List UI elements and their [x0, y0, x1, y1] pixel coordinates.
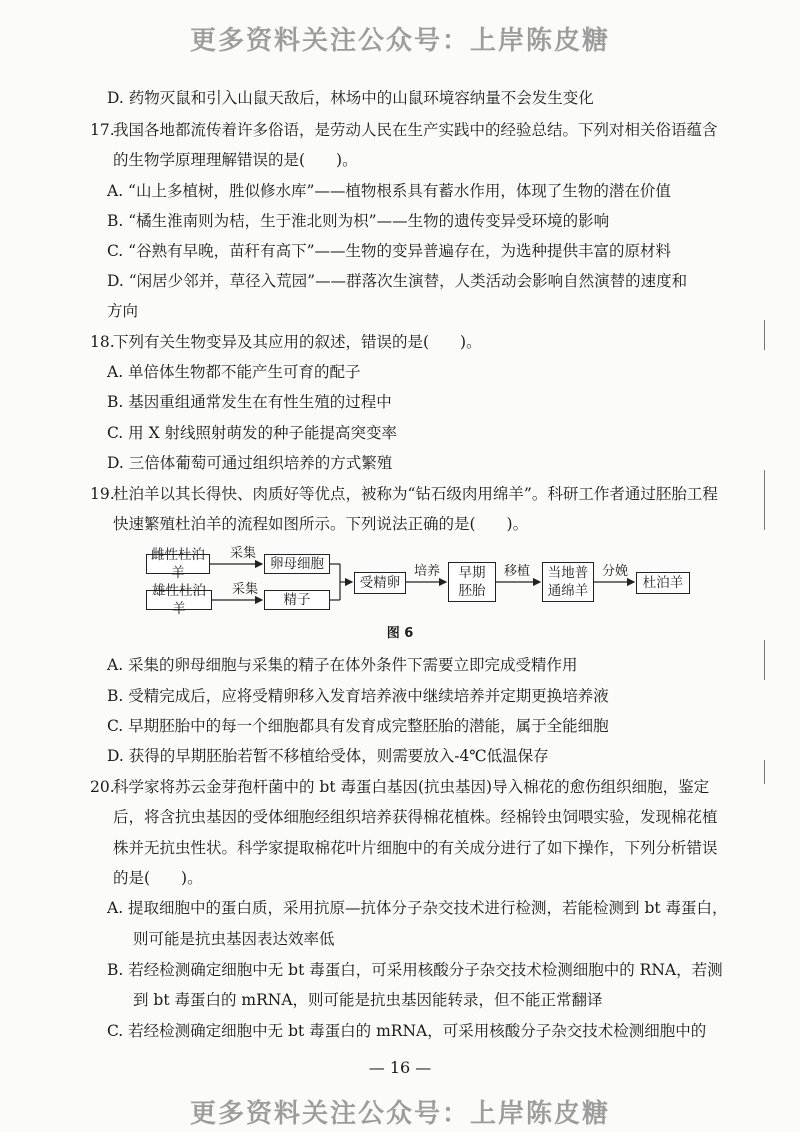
box-egg-cell: 卵母细胞	[264, 554, 330, 574]
q17-stem-line1: 我国各地都流传着许多俗语，是劳动人民在生产实践中的经验总结。下列对相关俗语蕴含	[113, 121, 718, 139]
local-sheep-line2: 通绵羊	[547, 583, 589, 599]
q18-option-a: A. 单倍体生物都不能产生可育的配子	[107, 363, 361, 381]
q19-option-b: B. 受精完成后，应将受精卵移入发育培养液中继续培养并定期更换培养液	[107, 687, 609, 705]
q19-stem-line1: 杜泊羊以其长得快、肉质好等优点，被称为“钻石级肉用绵羊”。科研工作者通过胚胎工程	[113, 485, 718, 503]
page-number: — 16 —	[368, 1058, 432, 1077]
q19-option-a: A. 采集的卵母细胞与采集的精子在体外条件下需要立即完成受精作用	[107, 656, 578, 674]
q20-stem-line2: 后，将含抗虫基因的受体细胞经组织培养获得棉花植株。经棉铃虫饲喂实验，发现棉花植	[113, 808, 718, 826]
label-collect-2: 采集	[232, 582, 259, 597]
q20-number: 20.	[90, 778, 115, 796]
box-local-sheep	[542, 562, 594, 602]
q17-option-a: A. “山上多植树，胜似修水库”——植物根系具有蓄水作用，体现了生物的潜在价值	[107, 182, 671, 200]
box-female-sheep: 雌性杜泊羊	[146, 554, 210, 574]
figure-caption: 图 6	[386, 626, 414, 641]
q18-option-c: C. 用 X 射线照射萌发的种子能提高突变率	[107, 424, 398, 442]
q17-stem-line2: 的生物学原理理解错误的是( )。	[113, 151, 358, 169]
scan-mark	[764, 320, 765, 350]
q20-stem-line3: 株并无抗虫性状。科学家提取棉花叶片细胞中的有关成分进行了如下操作，下列分析错误	[113, 839, 718, 857]
label-transplant: 移植	[504, 564, 531, 579]
q20-option-a-line2: 则可能是抗虫基因表达效率低	[133, 930, 335, 948]
q17-option-b: B. “橘生淮南则为桔，生于淮北则为枳”——生物的遗传变异受环境的影响	[107, 212, 610, 230]
flow-diagram	[140, 540, 700, 620]
q16-option-d: D. 药物灭鼠和引入山鼠天敌后，林场中的山鼠环境容纳量不会发生变化	[107, 89, 594, 107]
q20-stem-line4: 的是( )。	[113, 869, 203, 887]
scan-mark	[764, 640, 765, 680]
q19-stem-line2: 快速繁殖杜泊羊的流程如图所示。下列说法正确的是( )。	[113, 515, 529, 533]
q19-number: 19.	[90, 485, 115, 503]
box-zygote: 受精卵	[354, 572, 406, 594]
q17-option-d-line1: D. “闲居少邻并，草径入荒园”——群落次生演替，人类活动会影响自然演替的速度和	[107, 272, 688, 290]
label-birth: 分娩	[602, 564, 629, 579]
flow-arrows	[140, 540, 700, 620]
q20-option-b-line1: B. 若经检测确定细胞中无 bt 毒蛋白，可采用核酸分子杂交技术检测细胞中的 RNA，若测	[107, 961, 723, 979]
q19-option-c: C. 早期胚胎中的每一个细胞都具有发育成完整胚胎的潜能，属于全能细胞	[107, 717, 609, 735]
q20-stem-line1: 科学家将苏云金芽孢杆菌中的 bt 毒蛋白基因(抗虫基因)导入棉花的愈伤组织细胞，鉴定	[113, 778, 710, 796]
label-culture: 培养	[414, 564, 441, 579]
q20-option-b-line2: 到 bt 毒蛋白的 mRNA，则可能是抗虫基因能转录，但不能正常翻译	[133, 991, 603, 1009]
watermark-top: 更多资料关注公众号：上岸陈皮糖	[189, 26, 610, 56]
scan-mark	[764, 470, 765, 530]
early-embryo-line2: 胚胎	[458, 583, 486, 599]
box-early-embryo	[448, 562, 496, 602]
box-result-sheep: 杜泊羊	[636, 572, 690, 594]
q18-number: 18.	[90, 333, 115, 351]
label-collect-1: 采集	[230, 546, 257, 561]
q18-option-b: B. 基因重组通常发生在有性生殖的过程中	[107, 393, 392, 411]
early-embryo-line1: 早期	[458, 565, 486, 581]
q17-number: 17.	[90, 121, 115, 139]
q18-option-d: D. 三倍体葡萄可通过组织培养的方式繁殖	[107, 454, 393, 472]
box-sperm: 精子	[264, 590, 330, 610]
local-sheep-line1: 当地普	[547, 565, 589, 581]
q17-option-c: C. “谷熟有早晚，苗秆有高下”——生物的变异普遍存在，为选种提供丰富的原材料	[107, 242, 672, 260]
box-male-sheep: 雄性杜泊羊	[146, 590, 212, 610]
watermark-bottom: 更多资料关注公众号：上岸陈皮糖	[189, 1099, 610, 1129]
scan-mark	[764, 760, 765, 784]
q18-stem: 下列有关生物变异及其应用的叙述，错误的是( )。	[113, 333, 482, 351]
q19-option-d: D. 获得的早期胚胎若暂不移植给受体，则需要放入-4℃低温保存	[107, 747, 549, 765]
q20-option-c: C. 若经检测确定细胞中无 bt 毒蛋白的 mRNA，可采用核酸分子杂交技术检测细胞中的	[107, 1022, 707, 1040]
q17-option-d-line2: 方向	[107, 302, 139, 320]
q20-option-a-line1: A. 提取细胞中的蛋白质，采用抗原—抗体分子杂交技术进行检测，若能检测到 bt 毒蛋白，	[107, 899, 728, 917]
